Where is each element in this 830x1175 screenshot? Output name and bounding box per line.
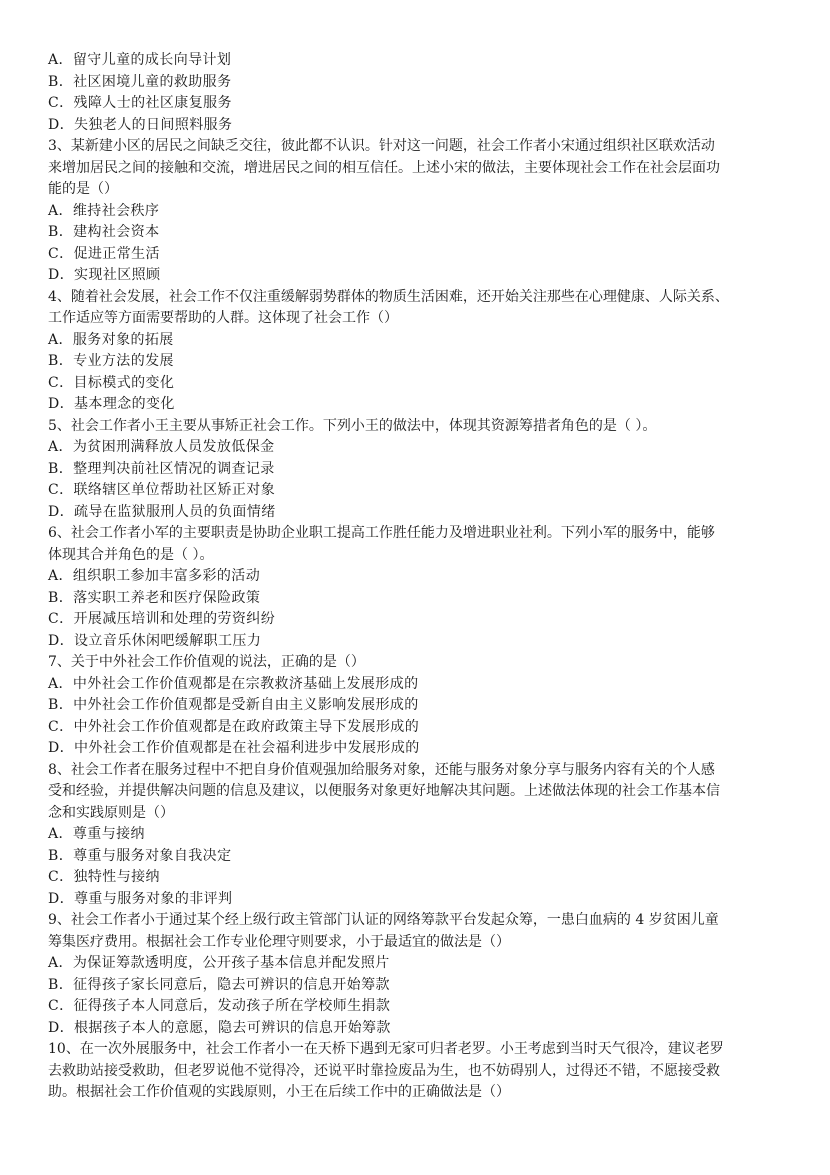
option-d: D．基本理念的变化	[48, 396, 175, 412]
question-6	[48, 523, 788, 652]
option-d: D．尊重与服务对象的非评判	[48, 890, 233, 907]
option-a: A．服务对象的拓展	[48, 331, 174, 348]
option-c: C．征得孩子本人同意后，发动孩子所在学校师生捐款	[48, 998, 391, 1014]
question-stem-line: 5、社会工作者小王主要从事矫正社会工作。下列小王的做法中，体现其资源筹措者角色的是（ ）。	[48, 417, 657, 434]
option-b: B．征得孩子家长同意后，隐去可辨识的信息开始筹款	[48, 976, 390, 993]
question-stem-line: 来增加居民之间的接触和交流，增进居民之间的相互信任。上述小宋的做法，主要体现社会工作在社会层面功	[48, 159, 720, 176]
question-stem-line: 筹集医疗费用。根据社会工作专业伦理守则要求，小于最适宜的做法是（）	[48, 933, 510, 950]
option-d: D．中外社会工作价值观都是在社会福利进步中发展形成的	[48, 740, 420, 756]
question-5	[48, 416, 788, 524]
option-c: C．独特性与接纳	[48, 869, 160, 885]
question-stem-line: 10、在一次外展服务中，社会工作者小一在天桥下遇到无家可归者老罗。小王考虑到当时天气很冷，建议老罗	[48, 1041, 724, 1057]
question-7	[48, 652, 788, 760]
option-b: B．落实职工养老和医疗保险政策	[48, 589, 261, 606]
question-stem-line: 4、随着社会发展，社会工作不仅注重缓解弱势群体的物质生活困难，还开始关注那些在心理健康、人际关系、	[48, 288, 729, 305]
option-d: D．设立音乐休闲吧缓解职工压力	[48, 632, 262, 649]
q2-option-list	[48, 50, 788, 136]
question-stem-line: 受和经验，并提供解决问题的信息及建议，以便服务对象更好地解决其问题。上述做法体现的社会工作基本信	[48, 783, 720, 799]
option-c: C．开展减压培训和处理的劳资纠纷	[48, 611, 276, 627]
question-stem-line: 9、社会工作者小于通过某个经上级行政主管部门认证的网络筹款平台发起众筹，一患白血病的 4 岁贫困儿童	[48, 912, 719, 928]
option-a: A．维持社会秩序	[48, 202, 160, 219]
question-stem-line: 体现其合并角色的是（ ）。	[48, 546, 214, 563]
option-a: A．中外社会工作价值观都是在宗教救济基础上发展形成的	[48, 675, 419, 692]
question-10	[48, 1039, 788, 1104]
option-c: C．目标模式的变化	[48, 374, 175, 391]
question-stem-line: 能的是（）	[48, 181, 118, 197]
option-d: D．疏导在监狱服刑人员的负面情绪	[48, 503, 276, 520]
option-b: B．专业方法的发展	[48, 353, 174, 369]
option-d: D．根据孩子本人的意愿，隐去可辨识的信息开始筹款	[48, 1019, 391, 1036]
question-stem-line: 3、某新建小区的居民之间缺乏交往，彼此都不认识。针对这一问题，社会工作者小宋通过组织社区联欢活动	[48, 138, 715, 154]
option-a: A．留守儿童的成长向导计划	[48, 52, 232, 68]
option-d: D．失独老人的日间照料服务	[48, 116, 233, 133]
option-a: A．组织职工参加丰富多彩的活动	[48, 568, 261, 584]
question-stem-line: 8、社会工作者在服务过程中不把自身价值观强加给服务对象，还能与服务对象分享与服务内容有关的个人感	[48, 761, 715, 778]
option-a: A．尊重与接纳	[48, 826, 145, 842]
question-3	[48, 136, 788, 287]
option-b: B．社区困境儿童的救助服务	[48, 73, 232, 90]
option-b: B．建构社会资本	[48, 224, 160, 240]
question-stem-line: 工作适应等方面需要帮助的人群。这体现了社会工作（）	[48, 310, 398, 326]
option-c: C．联络辖区单位帮助社区矫正对象	[48, 482, 276, 498]
option-a: A．为保证筹款透明度，公开孩子基本信息并配发照片	[48, 955, 390, 971]
option-c: C．中外社会工作价值观都是在政府政策主导下发展形成的	[48, 718, 420, 735]
question-4	[48, 287, 788, 416]
question-stem-line: 助。根据社会工作价值观的实践原则，小王在后续工作中的正确做法是（）	[48, 1084, 510, 1100]
option-b: B．整理判决前社区情况的调查记录	[48, 460, 275, 477]
option-b: B．中外社会工作价值观都是受新自由主义影响发展形成的	[48, 697, 419, 713]
option-d: D．实现社区照顾	[48, 267, 161, 283]
question-stem-line: 念和实践原则是（）	[48, 804, 174, 821]
question-9	[48, 910, 788, 1039]
question-8	[48, 760, 788, 911]
question-stem-line: 去救助站接受救助，但老罗说他不觉得冷，还说平时靠捡废品为生，也不妨碍别人，过得还不错，不愿接受救	[48, 1062, 720, 1079]
option-c: C．促进正常生活	[48, 245, 160, 262]
option-c: C．残障人士的社区康复服务	[48, 95, 232, 111]
option-a: A．为贫困刑满释放人员发放低保金	[48, 439, 275, 455]
question-stem-line: 7、关于中外社会工作价值观的说法，正确的是（）	[48, 654, 365, 670]
document-page	[48, 50, 788, 1104]
question-stem-line: 6、社会工作者小军的主要职责是协助企业职工提高工作胜任能力及增进职业社利。下列小军的服务中，能够	[48, 525, 715, 541]
option-b: B．尊重与服务对象自我决定	[48, 847, 232, 864]
